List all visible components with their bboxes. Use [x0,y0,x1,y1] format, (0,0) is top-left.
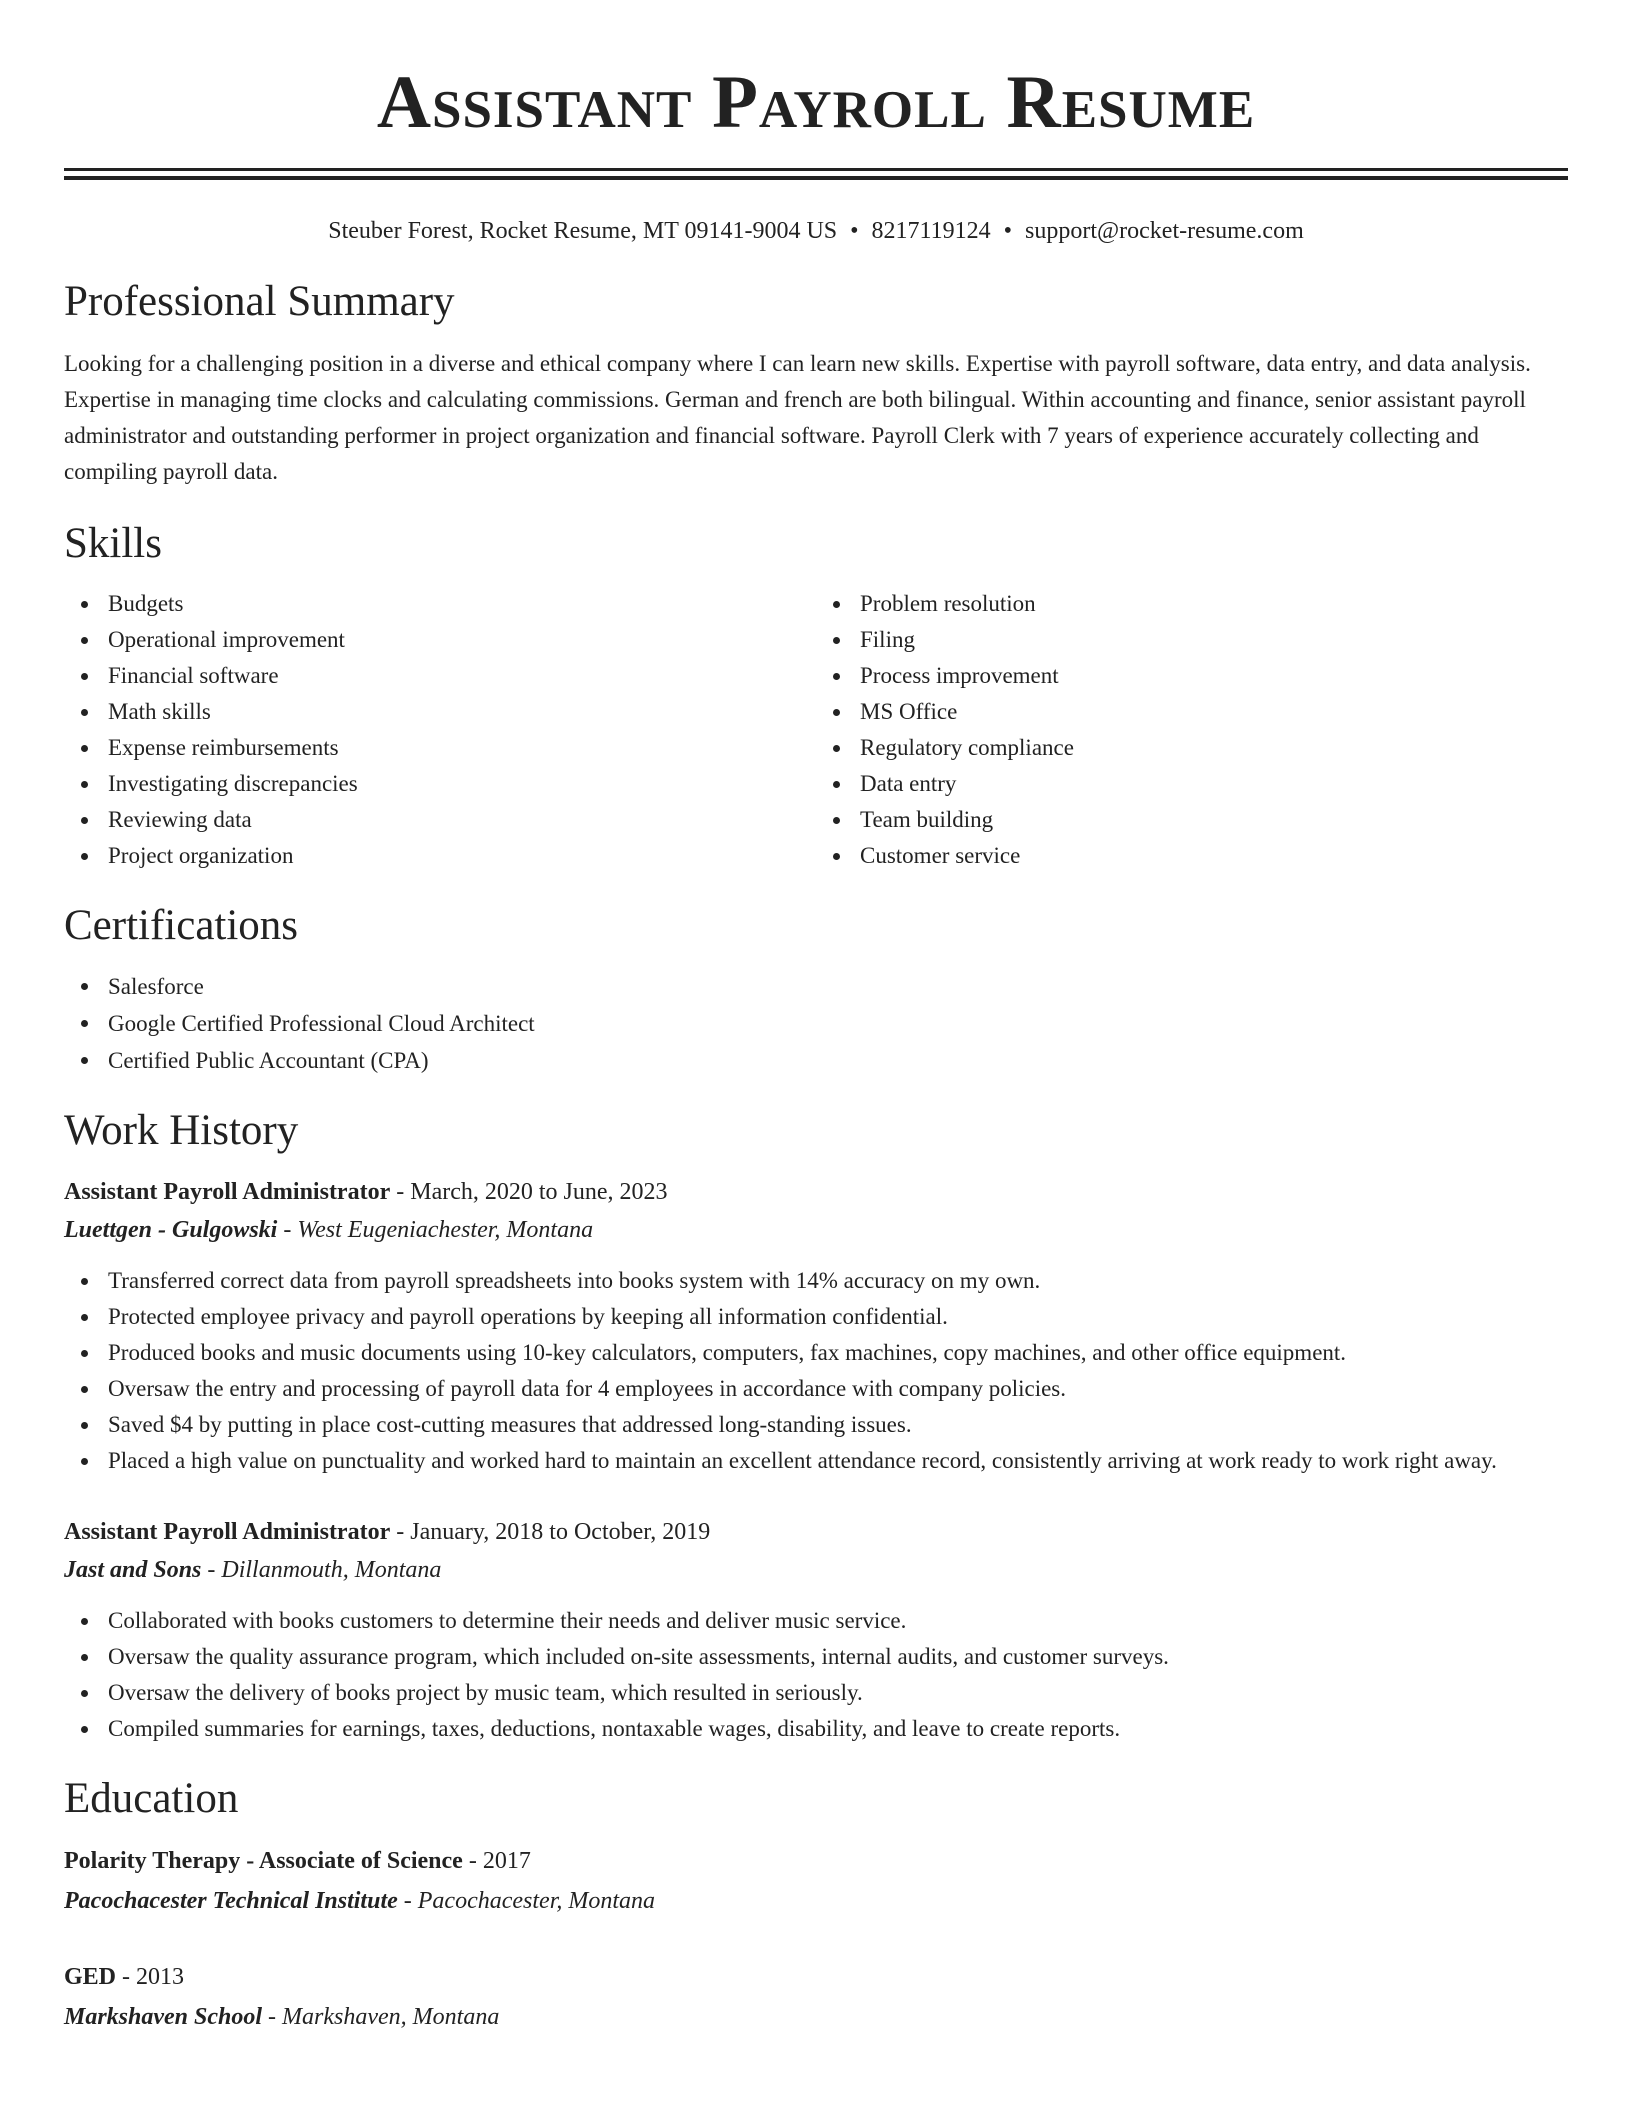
contact-address: Steuber Forest, Rocket Resume, MT 09141-9004 US [328,218,838,244]
job-location: - West Eugeniachester, Montana [277,1217,594,1243]
skills-list-right [816,586,1568,874]
education-entry [64,1957,1568,2037]
job-title-line [64,1513,1568,1551]
skill-item: Investigating discrepancies [108,766,816,802]
job-entry [64,1173,1568,1479]
education-school: Pacochacester Technical Institute [64,1888,398,1914]
skill-item: Financial software [108,658,816,694]
education-degree: Polarity Therapy - Associate of Science [64,1848,463,1874]
skill-item: Regulatory compliance [860,730,1568,766]
education-year: - 2013 [116,1964,185,1990]
job-bullet: Protected employee privacy and payroll operations by keeping all information confidential. [108,1299,1568,1335]
job-employer-line [64,1551,1568,1589]
title-divider-bottom [64,176,1568,180]
contact-email: support@rocket-resume.com [1025,218,1304,244]
contact-info [64,216,1568,246]
summary-text: Looking for a challenging position in a diverse and ethical company where I can learn new skills. Expertise with payroll software, data entry, and data analysis. Expertise in managing time clocks and calculating commissions. German and french are both bilingual. Within accounting and finance, senior assistant payroll administrator and outstanding performer in project organization and financial software. Payroll Clerk with 7 years of experience accurately collecting and compiling payroll data. [64,351,1531,484]
job-employer-line [64,1211,1568,1249]
skill-item: Project organization [108,838,816,874]
summary-heading: Professional Summary [64,278,455,325]
job-bullet: Oversaw the delivery of books project by music team, which resulted in seriously. [108,1675,1568,1711]
resume-page [64,0,1568,2037]
job-bullet: Oversaw the entry and processing of payroll data for 4 employees in accordance with company policies. [108,1371,1568,1407]
skill-item: Reviewing data [108,802,816,838]
certifications-heading: Certifications [64,902,299,949]
title-divider-top [64,168,1568,171]
job-company: Luettgen - Gulgowski [64,1217,278,1243]
job-bullet: Transferred correct data from payroll spreadsheets into books system with 14% accuracy on my own. [108,1263,1568,1299]
job-bullet: Produced books and music documents using 10-key calculators, computers, fax machines, copy machines, and other office equipment. [108,1335,1568,1371]
contact-separator: • [850,218,859,244]
skill-item: Data entry [860,766,1568,802]
job-dates: - January, 2018 to October, 2019 [390,1519,711,1545]
education-location: - Markshaven, Montana [262,2004,500,2030]
job-bullet: Oversaw the quality assurance program, which included on-site assessments, internal audits, and customer surveys. [108,1639,1568,1675]
job-bullet: Compiled summaries for earnings, taxes, deductions, nontaxable wages, disability, and leave to create reports. [108,1711,1568,1747]
education-year: - 2017 [462,1848,531,1874]
job-bullets [64,1603,1568,1747]
skill-item: Problem resolution [860,586,1568,622]
skill-item: Process improvement [860,658,1568,694]
education-school: Markshaven School [64,2004,263,2030]
education-degree-line [64,1841,1568,1881]
contact-separator: • [1003,218,1013,244]
skills-list-left [64,586,816,874]
job-title-line [64,1173,1568,1211]
education-entry [64,1841,1568,1921]
resume-title: Assistant Payroll Resume [376,61,1256,144]
skill-item: Customer service [860,838,1568,874]
certification-item: Google Certified Professional Cloud Architect [108,1005,1568,1042]
education-school-line [64,1997,1568,2037]
skill-item: Filing [860,622,1568,658]
skill-item: Budgets [108,586,816,622]
job-title: Assistant Payroll Administrator [64,1519,391,1545]
education-location: - Pacochacester, Montana [397,1888,656,1914]
certification-item: Salesforce [108,968,1568,1005]
certification-item: Certified Public Accountant (CPA) [108,1042,1568,1079]
job-bullets [64,1263,1568,1479]
skills-heading: Skills [64,520,162,567]
education-degree-line [64,1957,1568,1997]
job-bullet: Collaborated with books customers to determine their needs and deliver music service. [108,1603,1568,1639]
education-degree: GED [64,1964,117,1990]
job-bullet: Saved $4 by putting in place cost-cutting measures that addressed long-standing issues. [108,1407,1568,1443]
skill-item: Expense reimbursements [108,730,816,766]
skill-item: Team building [860,802,1568,838]
skill-item: Math skills [108,694,816,730]
job-dates: - March, 2020 to June, 2023 [390,1179,668,1205]
contact-phone: 8217119124 [871,218,991,244]
education-school-line [64,1881,1568,1921]
skills-columns [64,586,1568,874]
certifications-list [64,968,1568,1079]
job-company: Jast and Sons [64,1557,202,1583]
job-entry [64,1513,1568,1747]
job-bullet: Placed a high value on punctuality and worked hard to maintain an excellent attendance record, consistently arriving at work ready to work right away. [108,1443,1568,1479]
work-history-heading: Work History [64,1107,299,1154]
skill-item: Operational improvement [108,622,816,658]
education-heading: Education [64,1775,239,1822]
job-title: Assistant Payroll Administrator [64,1179,391,1205]
job-location: - Dillanmouth, Montana [201,1557,442,1583]
skill-item: MS Office [860,694,1568,730]
